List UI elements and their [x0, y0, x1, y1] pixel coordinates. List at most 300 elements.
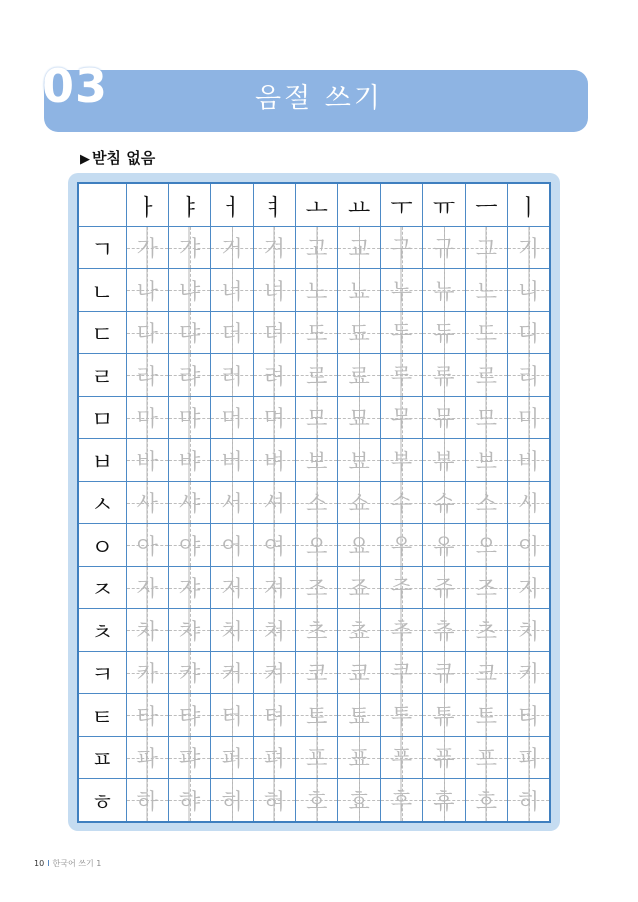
tracing-syllable: 므 [475, 407, 497, 433]
tracing-cell [126, 227, 168, 269]
tracing-syllable: 즈 [475, 577, 497, 603]
tracing-syllable: 수 [390, 492, 413, 518]
tracing-cell [211, 311, 253, 353]
tracing-cell [253, 354, 295, 396]
tracing-cell [296, 566, 338, 608]
tracing-cell [508, 311, 550, 353]
tracing-cell [253, 269, 295, 311]
tracing-cell [423, 779, 465, 822]
tracing-cell [465, 779, 507, 822]
tracing-syllable: 됴 [348, 322, 370, 348]
table-row [78, 609, 550, 651]
tracing-syllable: 비 [517, 449, 540, 475]
tracing-cell [423, 481, 465, 523]
tracing-cell [423, 524, 465, 566]
tracing-cell [126, 779, 168, 822]
tracing-syllable: 이 [517, 534, 540, 560]
tracing-cell [465, 736, 507, 778]
tracing-cell [296, 354, 338, 396]
tracing-cell [508, 354, 550, 396]
tracing-cell [211, 269, 253, 311]
tracing-syllable: 류 [433, 364, 455, 390]
consonant-cell: ㅌ [78, 694, 126, 736]
tracing-cell [168, 779, 210, 822]
tracing-syllable: 겨 [263, 237, 285, 263]
tracing-cell [168, 354, 210, 396]
tracing-cell [423, 227, 465, 269]
tracing-cell [423, 736, 465, 778]
tracing-syllable: 오 [306, 534, 328, 560]
tracing-cell [465, 269, 507, 311]
vowel-header-row [78, 183, 550, 227]
tracing-syllable: 뷰 [433, 449, 455, 475]
tracing-cell [338, 566, 380, 608]
tracing-cell [380, 227, 422, 269]
tracing-syllable: 서 [221, 492, 243, 518]
table-row [78, 354, 550, 396]
tracing-cell [211, 609, 253, 651]
tracing-cell [380, 269, 422, 311]
tracing-cell [126, 566, 168, 608]
tracing-cell [168, 609, 210, 651]
tracing-syllable: 튜 [433, 704, 455, 730]
tracing-syllable: 도 [306, 322, 328, 348]
vowel-header-cell: ㅏ [126, 183, 168, 227]
tracing-syllable: 랴 [178, 364, 201, 390]
table-row [78, 311, 550, 353]
tracing-cell [338, 269, 380, 311]
tracing-syllable: 퓨 [433, 747, 455, 773]
tracing-syllable: 쵸 [348, 619, 370, 645]
tracing-cell [423, 354, 465, 396]
tracing-cell [465, 396, 507, 438]
tracing-syllable: 츄 [433, 619, 455, 645]
tracing-syllable: 치 [517, 619, 540, 645]
tracing-cell [168, 694, 210, 736]
tracing-cell [338, 396, 380, 438]
table-row [78, 779, 550, 822]
tracing-syllable: 츠 [475, 619, 497, 645]
vowel-header-cell: ㅜ [380, 183, 422, 227]
tracing-cell [338, 354, 380, 396]
tracing-syllable: 져 [263, 577, 285, 603]
tracing-syllable: 캬 [178, 662, 201, 688]
tracing-cell [126, 311, 168, 353]
tracing-cell [296, 694, 338, 736]
tracing-syllable: 혀 [263, 789, 285, 815]
tracing-syllable: 고 [306, 237, 328, 263]
vowel-header-cell: ㅗ [296, 183, 338, 227]
tracing-cell [211, 566, 253, 608]
tracing-syllable: 켜 [263, 662, 285, 688]
tracing-syllable: 으 [475, 534, 497, 560]
play-triangle-icon: ▶ [80, 152, 90, 167]
tracing-syllable: 아 [136, 534, 158, 560]
tracing-syllable: 요 [348, 534, 370, 560]
consonant-cell: ㅎ [78, 779, 126, 822]
table-row [78, 227, 550, 269]
tracing-syllable: 주 [390, 577, 413, 603]
tracing-cell [423, 651, 465, 693]
tracing-cell [253, 439, 295, 481]
tracing-syllable: 허 [221, 789, 243, 815]
tracing-syllable: 쥬 [433, 577, 455, 603]
tracing-cell [126, 736, 168, 778]
tracing-syllable: 저 [221, 577, 243, 603]
tracing-cell [380, 736, 422, 778]
tracing-syllable: 무 [390, 407, 413, 433]
consonant-cell: ㄹ [78, 354, 126, 396]
tracing-syllable: 거 [221, 237, 243, 263]
tracing-cell [423, 311, 465, 353]
tracing-syllable: 사 [136, 492, 158, 518]
tracing-syllable: 트 [475, 704, 497, 730]
tracing-syllable: 여 [263, 534, 285, 560]
corner-cell [78, 183, 126, 227]
tracing-syllable: 루 [390, 364, 413, 390]
tracing-syllable: 로 [306, 364, 328, 390]
tracing-cell [211, 481, 253, 523]
consonant-cell: ㅊ [78, 609, 126, 651]
tracing-syllable: 리 [517, 364, 540, 390]
tracing-syllable: 키 [517, 662, 540, 688]
tracing-syllable: 먀 [178, 407, 201, 433]
tracing-cell [168, 524, 210, 566]
tracing-cell [211, 439, 253, 481]
tracing-syllable: 료 [348, 364, 370, 390]
tracing-syllable: 버 [221, 449, 243, 475]
tracing-syllable: 시 [517, 492, 540, 518]
tracing-syllable: 큐 [433, 662, 455, 688]
tracing-syllable: 후 [390, 789, 413, 815]
page-number: 10 [34, 859, 45, 868]
tracing-syllable: 펴 [263, 747, 285, 773]
tracing-cell [380, 524, 422, 566]
tracing-cell [465, 354, 507, 396]
consonant-cell: ㅂ [78, 439, 126, 481]
tracing-syllable: 티 [517, 704, 540, 730]
tracing-cell [211, 779, 253, 822]
tracing-syllable: 뎌 [263, 322, 285, 348]
tracing-cell [126, 396, 168, 438]
tracing-cell [253, 524, 295, 566]
tracing-cell [423, 269, 465, 311]
tracing-cell [211, 651, 253, 693]
tracing-cell [253, 736, 295, 778]
tracing-cell [380, 566, 422, 608]
tracing-syllable: 타 [136, 704, 158, 730]
tracing-syllable: 러 [221, 364, 243, 390]
tracing-syllable: 느 [475, 279, 497, 305]
tracing-cell [380, 481, 422, 523]
tracing-cell [211, 736, 253, 778]
tracing-syllable: 하 [136, 789, 158, 815]
tracing-syllable: 퍼 [221, 747, 243, 773]
tracing-syllable: 노 [306, 279, 328, 305]
tracing-cell [296, 227, 338, 269]
tracing-cell [296, 524, 338, 566]
tracing-syllable: 퍄 [178, 747, 201, 773]
tracing-cell [253, 779, 295, 822]
vowel-header-cell: ㅑ [168, 183, 210, 227]
tracing-syllable: 바 [136, 449, 158, 475]
vowel-header-cell: ㅠ [423, 183, 465, 227]
table-row [78, 269, 550, 311]
table-row [78, 566, 550, 608]
tracing-syllable: 디 [517, 322, 540, 348]
tracing-cell [338, 779, 380, 822]
tracing-cell [380, 354, 422, 396]
tracing-syllable: 미 [517, 407, 540, 433]
tracing-cell [465, 566, 507, 608]
tracing-cell [338, 311, 380, 353]
tracing-cell [465, 651, 507, 693]
tracing-cell [253, 694, 295, 736]
tracing-cell [380, 651, 422, 693]
tracing-syllable: 스 [475, 492, 497, 518]
table-row [78, 524, 550, 566]
consonant-cell: ㅅ [78, 481, 126, 523]
tracing-syllable: 투 [390, 704, 413, 730]
tracing-syllable: 부 [390, 449, 413, 475]
tracing-syllable: 뇨 [348, 279, 370, 305]
tracing-cell [380, 609, 422, 651]
tracing-syllable: 듀 [433, 322, 455, 348]
tracing-cell [508, 651, 550, 693]
tracing-cell [508, 694, 550, 736]
tracing-syllable: 냐 [178, 279, 201, 305]
tracing-cell [338, 439, 380, 481]
tracing-cell [338, 524, 380, 566]
tracing-syllable: 녀 [263, 279, 285, 305]
tracing-syllable: 쳐 [263, 619, 285, 645]
tracing-syllable: 라 [136, 364, 158, 390]
tracing-syllable: 호 [306, 789, 328, 815]
tracing-syllable: 히 [517, 789, 540, 815]
tracing-syllable: 다 [136, 322, 158, 348]
tracing-syllable: 너 [221, 279, 243, 305]
tracing-cell [211, 694, 253, 736]
tracing-cell [253, 566, 295, 608]
tracing-syllable: 추 [390, 619, 413, 645]
tracing-cell [126, 609, 168, 651]
table-row [78, 736, 550, 778]
tracing-cell [296, 311, 338, 353]
tracing-syllable: 쿠 [390, 662, 413, 688]
tracing-cell [338, 227, 380, 269]
tracing-syllable: 르 [475, 364, 497, 390]
tracing-syllable: 어 [221, 534, 243, 560]
tracing-syllable: 보 [306, 449, 328, 475]
tracing-cell [508, 481, 550, 523]
tracing-cell [423, 694, 465, 736]
tracing-syllable: 뮤 [433, 407, 455, 433]
tracing-cell [253, 481, 295, 523]
tracing-syllable: 툐 [348, 704, 370, 730]
tracing-syllable: 흐 [475, 789, 497, 815]
tracing-cell [338, 651, 380, 693]
tracing-cell [168, 269, 210, 311]
tracing-syllable: 슈 [433, 492, 455, 518]
tracing-cell [211, 354, 253, 396]
page-footer [34, 858, 101, 870]
tracing-cell [126, 524, 168, 566]
tracing-syllable: 뵤 [348, 449, 370, 475]
tracing-syllable: 니 [517, 279, 540, 305]
table-row [78, 651, 550, 693]
table-row [78, 439, 550, 481]
tracing-cell [508, 524, 550, 566]
tracing-syllable: 소 [306, 492, 328, 518]
tracing-cell [465, 439, 507, 481]
tracing-syllable: 파 [136, 747, 158, 773]
tracing-syllable: 자 [136, 577, 158, 603]
tracing-syllable: 푸 [390, 747, 413, 773]
vowel-header-cell: ㅣ [508, 183, 550, 227]
consonant-cell: ㅇ [78, 524, 126, 566]
tracing-cell [126, 651, 168, 693]
tracing-cell [168, 311, 210, 353]
tracing-cell [508, 269, 550, 311]
tracing-syllable: 모 [306, 407, 328, 433]
tracing-cell [465, 311, 507, 353]
tracing-syllable: 차 [136, 619, 158, 645]
tracing-cell [296, 481, 338, 523]
vowel-header-cell: ㅕ [253, 183, 295, 227]
tracing-cell [296, 609, 338, 651]
tracing-syllable: 나 [136, 279, 158, 305]
section-number: 03 [42, 59, 109, 113]
tracing-cell [423, 566, 465, 608]
tracing-cell [508, 779, 550, 822]
tracing-cell [253, 311, 295, 353]
tracing-syllable: 챠 [178, 619, 201, 645]
tracing-cell [423, 439, 465, 481]
tracing-syllable: 야 [178, 534, 201, 560]
book-title: 한국어 쓰기 1 [52, 859, 102, 868]
tracing-syllable: 려 [263, 364, 285, 390]
tracing-cell [211, 227, 253, 269]
tracing-syllable: 묘 [348, 407, 370, 433]
tracing-syllable: 카 [136, 662, 158, 688]
tracing-cell [423, 396, 465, 438]
tracing-syllable: 초 [306, 619, 328, 645]
tracing-cell [211, 396, 253, 438]
tracing-syllable: 표 [348, 747, 370, 773]
tracing-syllable: 마 [136, 407, 158, 433]
tracing-cell [465, 694, 507, 736]
consonant-cell: ㅈ [78, 566, 126, 608]
tracing-syllable: 휴 [433, 789, 455, 815]
tracing-syllable: 쿄 [348, 662, 370, 688]
tracing-syllable: 죠 [348, 577, 370, 603]
tracing-syllable: 우 [390, 534, 413, 560]
consonant-cell: ㄱ [78, 227, 126, 269]
tracing-cell [168, 227, 210, 269]
tracing-cell [380, 439, 422, 481]
tracing-syllable: 드 [475, 322, 497, 348]
tracing-syllable: 쟈 [178, 577, 201, 603]
tracing-cell [168, 396, 210, 438]
tracing-syllable: 코 [306, 662, 328, 688]
tracing-cell [380, 694, 422, 736]
tracing-cell [508, 396, 550, 438]
tracing-syllable: 규 [433, 237, 455, 263]
tracing-syllable: 댜 [178, 322, 201, 348]
tracing-syllable: 샤 [178, 492, 201, 518]
table-row [78, 481, 550, 523]
tracing-syllable: 유 [433, 534, 455, 560]
tracing-cell [465, 481, 507, 523]
tracing-cell [168, 566, 210, 608]
tracing-syllable: 뉴 [433, 279, 455, 305]
tracing-syllable: 갸 [178, 237, 201, 263]
tracing-cell [296, 269, 338, 311]
tracing-cell [465, 609, 507, 651]
tracing-syllable: 더 [221, 322, 243, 348]
tracing-cell [126, 481, 168, 523]
tracing-syllable: 뱌 [178, 449, 201, 475]
tracing-cell [168, 439, 210, 481]
tracing-cell [168, 651, 210, 693]
tracing-cell [253, 609, 295, 651]
subtitle-text: 받침 없음 [92, 149, 156, 167]
tracing-cell [126, 269, 168, 311]
tracing-syllable: 셔 [263, 492, 285, 518]
tracing-cell [508, 227, 550, 269]
consonant-cell: ㅁ [78, 396, 126, 438]
section-title: 음절 쓰기 [255, 83, 383, 114]
tracing-syllable: 터 [221, 704, 243, 730]
tracing-syllable: 포 [306, 747, 328, 773]
tracing-syllable: 크 [475, 662, 497, 688]
tracing-cell [253, 396, 295, 438]
tracing-syllable: 햐 [178, 789, 201, 815]
tracing-syllable: 지 [517, 577, 540, 603]
tracing-cell [126, 439, 168, 481]
tracing-syllable: 며 [263, 407, 285, 433]
subtitle [80, 148, 155, 170]
tracing-cell [465, 524, 507, 566]
tracing-syllable: 조 [306, 577, 328, 603]
tracing-cell [338, 694, 380, 736]
tracing-cell [508, 566, 550, 608]
tracing-cell [338, 736, 380, 778]
footer-separator: I [47, 859, 50, 868]
tracing-syllable: 구 [390, 237, 413, 263]
tracing-cell [253, 227, 295, 269]
tracing-cell [508, 609, 550, 651]
tracing-syllable: 기 [517, 237, 540, 263]
consonant-cell: ㄴ [78, 269, 126, 311]
tracing-cell [126, 354, 168, 396]
tracing-syllable: 텨 [263, 704, 285, 730]
tracing-cell [338, 609, 380, 651]
tracing-syllable: 피 [517, 747, 540, 773]
tracing-cell [508, 439, 550, 481]
consonant-cell: ㅍ [78, 736, 126, 778]
table-row [78, 396, 550, 438]
tracing-cell [423, 609, 465, 651]
tracing-syllable: 탸 [178, 704, 201, 730]
tracing-syllable: 커 [221, 662, 243, 688]
table-row [78, 694, 550, 736]
tracing-cell [380, 396, 422, 438]
tracing-cell [296, 439, 338, 481]
tracing-cell [380, 779, 422, 822]
tracing-syllable: 프 [475, 747, 497, 773]
tracing-syllable: 누 [390, 279, 413, 305]
